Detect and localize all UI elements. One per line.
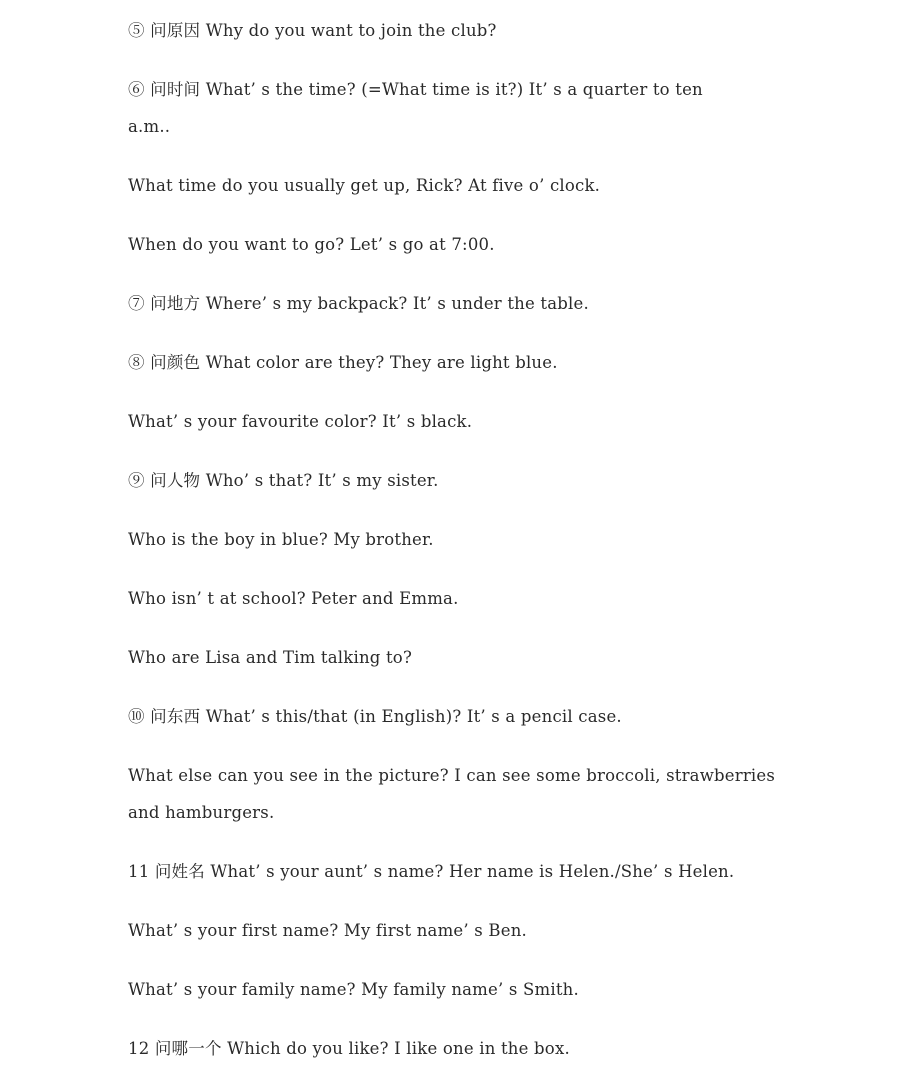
line-person-4: Who are Lisa and Tim talking to? <box>128 648 412 667</box>
line-place: ⑦ 问地方 Where’ s my backpack? It’ s under the table. <box>128 294 589 313</box>
line-which: 12 问哪一个 Which do you like? I like one in the box. <box>128 1039 570 1058</box>
line-person-3: Who isn’ t at school? Peter and Emma. <box>128 589 459 608</box>
line-thing-1: ⑩ 问东西 What’ s this/that (in English)? It’ s a pencil case. <box>128 707 622 726</box>
line-reason: ⑤ 问原因 Why do you want to join the club? <box>128 21 497 40</box>
line-time-3: When do you want to go? Let’ s go at 7:00. <box>128 235 495 254</box>
line-color-1: ⑧ 问颜色 What color are they? They are light blue. <box>128 353 558 372</box>
line-thing-2-cont: and hamburgers. <box>128 803 275 822</box>
line-name-2: What’ s your first name? My first name’ s Ben. <box>128 921 527 940</box>
line-color-2: What’ s your favourite color? It’ s black. <box>128 412 473 431</box>
line-thing-2: What else can you see in the picture? I can see some broccoli, strawberries <box>128 766 776 785</box>
line-person-2: Who is the boy in blue? My brother. <box>128 530 434 549</box>
line-name-3: What’ s your family name? My family name’ s Smith. <box>128 980 579 999</box>
line-time-2: What time do you usually get up, Rick? At five o’ clock. <box>128 176 601 195</box>
line-time-1-cont: a.m.. <box>128 117 171 136</box>
line-name-1: 11 问姓名 What’ s your aunt’ s name? Her name is Helen./She’ s Helen. <box>128 862 735 881</box>
line-person-1: ⑨ 问人物 Who’ s that? It’ s my sister. <box>128 471 439 490</box>
line-time-1: ⑥ 问时间 What’ s the time? (=What time is it?) It’ s a quarter to ten <box>128 80 703 99</box>
